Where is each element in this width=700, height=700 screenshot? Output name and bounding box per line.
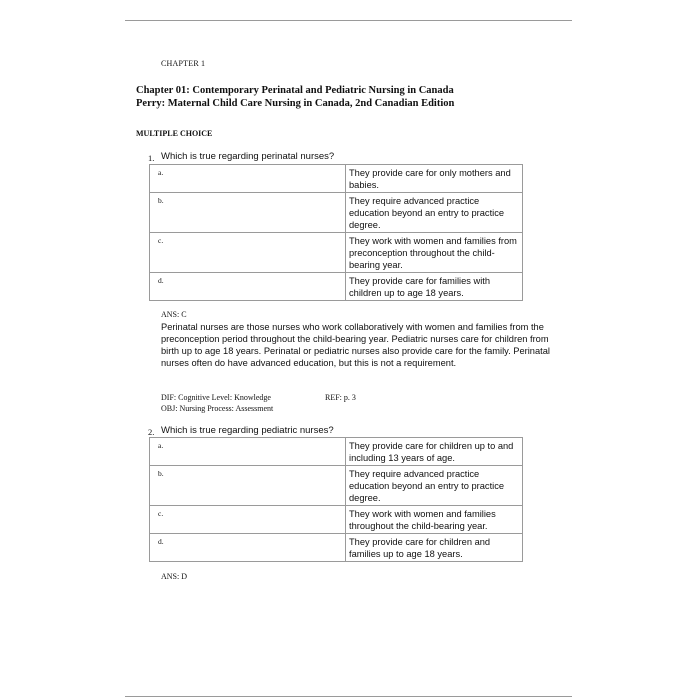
question-number: 1. bbox=[148, 153, 155, 163]
option-text: They provide care for children up to and including 13 years of age. bbox=[346, 438, 523, 466]
option-text: They require advanced practice education beyond an entry to practice degree. bbox=[346, 193, 523, 233]
option-letter: b. bbox=[150, 193, 346, 233]
option-text: They provide care for families with children up to age 18 years. bbox=[346, 273, 523, 301]
rationale-text: Perinatal nurses are those nurses who work collaboratively with women and families from the preconception period throughout the child-bearing year. Pediatric nurses care for children from birth up to age 18 years. Perinatal or pediatric nurses also provide care for the family. Perinatal nurses often do have advanced education, but this is not a requirement. bbox=[161, 322, 550, 368]
option-letter: a. bbox=[150, 438, 346, 466]
option-text: They require advanced practice education beyond an entry to practice degree. bbox=[346, 466, 523, 506]
option-row bbox=[150, 466, 523, 506]
option-letter: a. bbox=[150, 165, 346, 193]
top-rule bbox=[125, 20, 572, 21]
question-text: Which is true regarding pediatric nurses? bbox=[161, 425, 334, 436]
document-subtitle: Perry: Maternal Child Care Nursing in Canada, 2nd Canadian Edition bbox=[136, 98, 455, 109]
answer-options-table bbox=[149, 437, 523, 562]
reference-label: REF: p. 3 bbox=[325, 393, 356, 402]
option-letter: c. bbox=[150, 506, 346, 534]
option-row bbox=[150, 534, 523, 562]
chapter-label: CHAPTER 1 bbox=[161, 59, 206, 68]
objective-label: OBJ: Nursing Process: Assessment bbox=[161, 404, 274, 413]
option-text: They provide care for only mothers and babies. bbox=[346, 165, 523, 193]
option-row bbox=[150, 165, 523, 193]
answer-options-table bbox=[149, 164, 523, 301]
option-text: They provide care for children and families up to age 18 years. bbox=[346, 534, 523, 562]
option-text: They work with women and families from preconception throughout the child-bearing year. bbox=[346, 233, 523, 273]
answer-key: ANS: C bbox=[161, 310, 187, 319]
option-row bbox=[150, 506, 523, 534]
bottom-rule bbox=[125, 696, 572, 697]
document-title: Chapter 01: Contemporary Perinatal and Pediatric Nursing in Canada bbox=[136, 85, 454, 96]
section-heading: MULTIPLE CHOICE bbox=[136, 129, 213, 138]
question-number: 2. bbox=[148, 427, 155, 437]
option-row bbox=[150, 438, 523, 466]
difficulty-label: DIF: Cognitive Level: Knowledge bbox=[161, 393, 271, 402]
option-text: They work with women and families throughout the child-bearing year. bbox=[346, 506, 523, 534]
option-letter: b. bbox=[150, 466, 346, 506]
option-row bbox=[150, 273, 523, 301]
answer-key: ANS: D bbox=[161, 572, 188, 581]
option-letter: d. bbox=[150, 273, 346, 301]
option-row bbox=[150, 233, 523, 273]
option-letter: c. bbox=[150, 233, 346, 273]
option-letter: d. bbox=[150, 534, 346, 562]
option-row bbox=[150, 193, 523, 233]
question-text: Which is true regarding perinatal nurses? bbox=[161, 151, 335, 162]
